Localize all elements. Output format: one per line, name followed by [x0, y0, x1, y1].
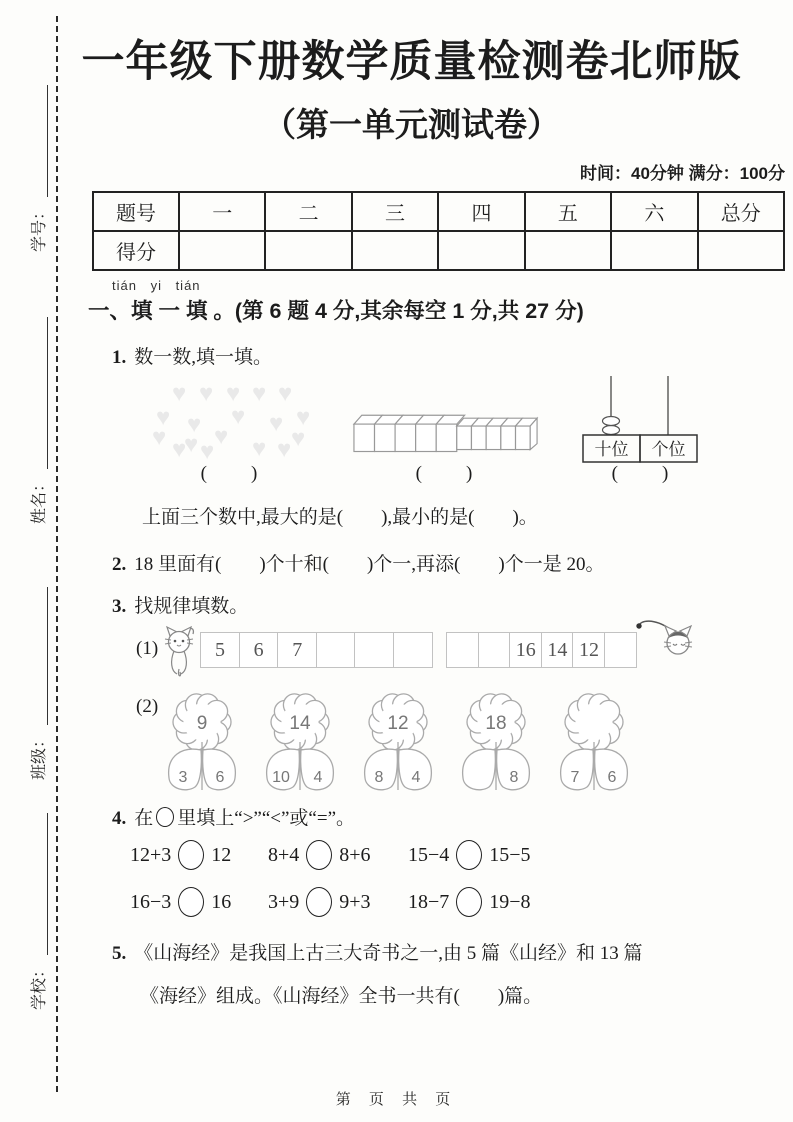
- comparison-right-expression: 12: [211, 843, 232, 866]
- section-pinyin: tián yi tián: [112, 278, 201, 293]
- comparison-left-expression: 8+4: [268, 843, 300, 866]
- comparison-left-expression: 12+3: [130, 843, 172, 866]
- comparison-right-expression: 15−5: [489, 843, 531, 866]
- svg-text:8: 8: [509, 769, 519, 786]
- question-1: [112, 342, 272, 369]
- svg-text:10: 10: [272, 769, 290, 786]
- sequence-label: (1): [136, 638, 159, 659]
- heart-icon: ♥: [200, 438, 215, 465]
- comparison-answer-circle[interactable]: [456, 887, 482, 917]
- sequence-cell: 12: [572, 632, 605, 668]
- margin-dashed-line: [56, 16, 58, 1092]
- page-subtitle: （第一单元测试卷）: [263, 106, 560, 143]
- score-table-cell[interactable]: [438, 231, 524, 270]
- sidebar-field-line[interactable]: [32, 813, 48, 955]
- flower-figure[interactable]: [548, 690, 640, 798]
- sidebar-field: [22, 587, 48, 780]
- flower-figure[interactable]: [450, 690, 542, 798]
- heart-icon: ♥: [277, 436, 292, 463]
- heart-icon: ♥: [187, 411, 202, 438]
- comparison-answer-circle[interactable]: [306, 840, 332, 870]
- heart-icon: ♥: [156, 404, 171, 431]
- question-3-text: 找规律填数。: [134, 596, 249, 617]
- sidebar-field-line[interactable]: [32, 85, 48, 197]
- flowers-label: (2): [136, 696, 159, 717]
- heart-icon: ♥: [184, 431, 199, 458]
- section-one-heading: 一、填 一 填 。(第 6 题 4 分,其余每空 1 分,共 27 分): [88, 299, 584, 323]
- sequence-cell: 6: [239, 632, 279, 668]
- score-table-header-cell: 题号: [93, 192, 179, 231]
- score-table-body: [93, 192, 784, 270]
- score-table-cell[interactable]: [611, 231, 697, 270]
- sidebar-field-label: 姓名：: [31, 475, 48, 524]
- sidebar-field: [22, 85, 48, 252]
- fill-circle-icon: [156, 807, 174, 827]
- question-2-text: 18 里面有( )个十和( )个一,再添( )个一是 20。: [134, 554, 605, 575]
- comparison-right-expression: 16: [211, 890, 232, 913]
- score-table-cell[interactable]: [352, 231, 438, 270]
- question-5: [112, 938, 643, 965]
- page-footer: 第 页 共 页: [335, 1091, 458, 1108]
- blocks-answer-blank[interactable]: ( ): [415, 463, 475, 484]
- question-5-line2: 《海经》组成。《山海经》全书一共有( )篇。: [140, 986, 543, 1007]
- time-score-info: 时间：40分钟 满分：100分: [580, 164, 785, 183]
- question-4-text-after: 里填上“>”“<”或“=”。: [177, 808, 356, 829]
- score-table-cell: 一: [179, 192, 265, 231]
- comparison-answer-circle[interactable]: [178, 887, 204, 917]
- question-3-number: 3.: [112, 596, 127, 617]
- comparison-item: [268, 840, 408, 870]
- svg-text:12: 12: [387, 713, 409, 734]
- sidebar-field-label: 班级：: [31, 731, 48, 780]
- heart-icon: ♥: [172, 436, 187, 463]
- svg-text:9: 9: [196, 713, 208, 734]
- comparison-item: [408, 840, 531, 870]
- sequence-cell[interactable]: [316, 632, 356, 668]
- sequence-cell[interactable]: [354, 632, 394, 668]
- heart-icon: ♥: [214, 423, 229, 450]
- heart-icon: ♥: [152, 424, 167, 451]
- flower-figure: [156, 690, 248, 798]
- heart-icon: ♥: [231, 403, 246, 430]
- comparison-right-expression: 8+6: [339, 843, 371, 866]
- comparison-left-expression: 3+9: [268, 890, 300, 913]
- score-table-cell[interactable]: [179, 231, 265, 270]
- sequence-strip-2: [446, 632, 637, 668]
- heart-icon: ♥: [296, 404, 311, 431]
- abacus-answer-blank[interactable]: ( ): [611, 463, 671, 484]
- sidebar-field-label: 学校：: [31, 961, 48, 1010]
- sidebar-field: [22, 813, 48, 1010]
- score-table-cell: 四: [438, 192, 524, 231]
- comparison-answer-circle[interactable]: [456, 840, 482, 870]
- sequence-cell: 5: [200, 632, 240, 668]
- cat-left-icon: [162, 624, 198, 685]
- sequence-cell[interactable]: [393, 632, 433, 668]
- sequence-cell[interactable]: [446, 632, 479, 668]
- sequence-cell: 16: [509, 632, 542, 668]
- sidebar-field-line[interactable]: [32, 587, 48, 725]
- heart-icon: ♥: [291, 425, 306, 452]
- heart-icon: ♥: [252, 380, 267, 407]
- heart-icon: ♥: [199, 380, 214, 407]
- sequence-cell[interactable]: [478, 632, 511, 668]
- svg-text:8: 8: [374, 769, 384, 786]
- question-2: [112, 549, 604, 576]
- comparison-left-expression: 18−7: [408, 890, 450, 913]
- score-table-cell: 五: [525, 192, 611, 231]
- score-table-cell[interactable]: [525, 231, 611, 270]
- question-1-number: 1.: [112, 347, 127, 368]
- question-4-number: 4.: [112, 808, 127, 829]
- sidebar-field-line[interactable]: [32, 317, 48, 469]
- comparison-item: [268, 887, 408, 917]
- sequence-cell: 14: [541, 632, 574, 668]
- sequence-cell[interactable]: [604, 632, 637, 668]
- comparison-left-expression: 15−4: [408, 843, 450, 866]
- svg-text:4: 4: [411, 769, 421, 786]
- hearts-answer-blank[interactable]: ( ): [200, 463, 260, 484]
- svg-text:个位: 个位: [651, 440, 686, 459]
- heart-icon: ♥: [226, 380, 241, 407]
- heart-icon: ♥: [278, 380, 293, 407]
- blocks-figure: [352, 400, 540, 461]
- score-table-cell[interactable]: [698, 231, 784, 270]
- question-1-summary: 上面三个数中,最大的是( ),最小的是( )。: [142, 507, 538, 528]
- comparison-grid: [130, 840, 531, 917]
- comparison-answer-circle[interactable]: [306, 887, 332, 917]
- score-table-cell: 总分: [698, 192, 784, 231]
- svg-text:十位: 十位: [594, 440, 629, 459]
- svg-text:18: 18: [485, 713, 507, 734]
- cat-right-icon: [634, 616, 696, 669]
- question-3: [112, 591, 248, 618]
- flower-figure: [254, 690, 346, 798]
- score-table: [92, 191, 785, 271]
- question-4-text-before: 在: [134, 808, 154, 829]
- page-title: 一年级下册数学质量检测卷北师版: [81, 38, 742, 86]
- heart-icon: ♥: [172, 380, 187, 407]
- comparison-left-expression: 16−3: [130, 890, 172, 913]
- heart-icon: ♥: [252, 435, 267, 462]
- comparison-item: [408, 887, 531, 917]
- hearts-figure: [148, 380, 320, 464]
- svg-text:14: 14: [289, 713, 311, 734]
- comparison-right-expression: 19−8: [489, 890, 531, 913]
- abacus-figure: [576, 374, 704, 471]
- question-1-text: 数一数,填一填。: [134, 347, 273, 368]
- question-5-number: 5.: [112, 943, 127, 964]
- sidebar-field-label: 学号：: [31, 203, 48, 252]
- flower-figure: [352, 690, 444, 798]
- svg-text:7: 7: [570, 769, 580, 786]
- sequence-cell: 7: [277, 632, 317, 668]
- heart-icon: ♥: [269, 410, 284, 437]
- score-table-cell: 三: [352, 192, 438, 231]
- svg-text:3: 3: [178, 769, 188, 786]
- svg-text:4: 4: [313, 769, 323, 786]
- question-2-number: 2.: [112, 554, 127, 575]
- question-5-line1: 《山海经》是我国上古三大奇书之一,由 5 篇《山经》和 13 篇: [134, 943, 643, 964]
- score-table-cell: 六: [611, 192, 697, 231]
- sidebar-field: [22, 317, 48, 524]
- svg-text:6: 6: [607, 769, 617, 786]
- score-table-header-cell: 得分: [93, 231, 179, 270]
- comparison-answer-circle[interactable]: [178, 840, 204, 870]
- score-table-cell[interactable]: [265, 231, 351, 270]
- comparison-item: [130, 887, 268, 917]
- comparison-right-expression: 9+3: [339, 890, 371, 913]
- svg-text:6: 6: [215, 769, 225, 786]
- comparison-item: [130, 840, 268, 870]
- score-table-cell: 二: [265, 192, 351, 231]
- sequence-strip-1: [200, 632, 433, 668]
- question-4: [112, 803, 355, 830]
- flowers-row: [156, 690, 640, 798]
